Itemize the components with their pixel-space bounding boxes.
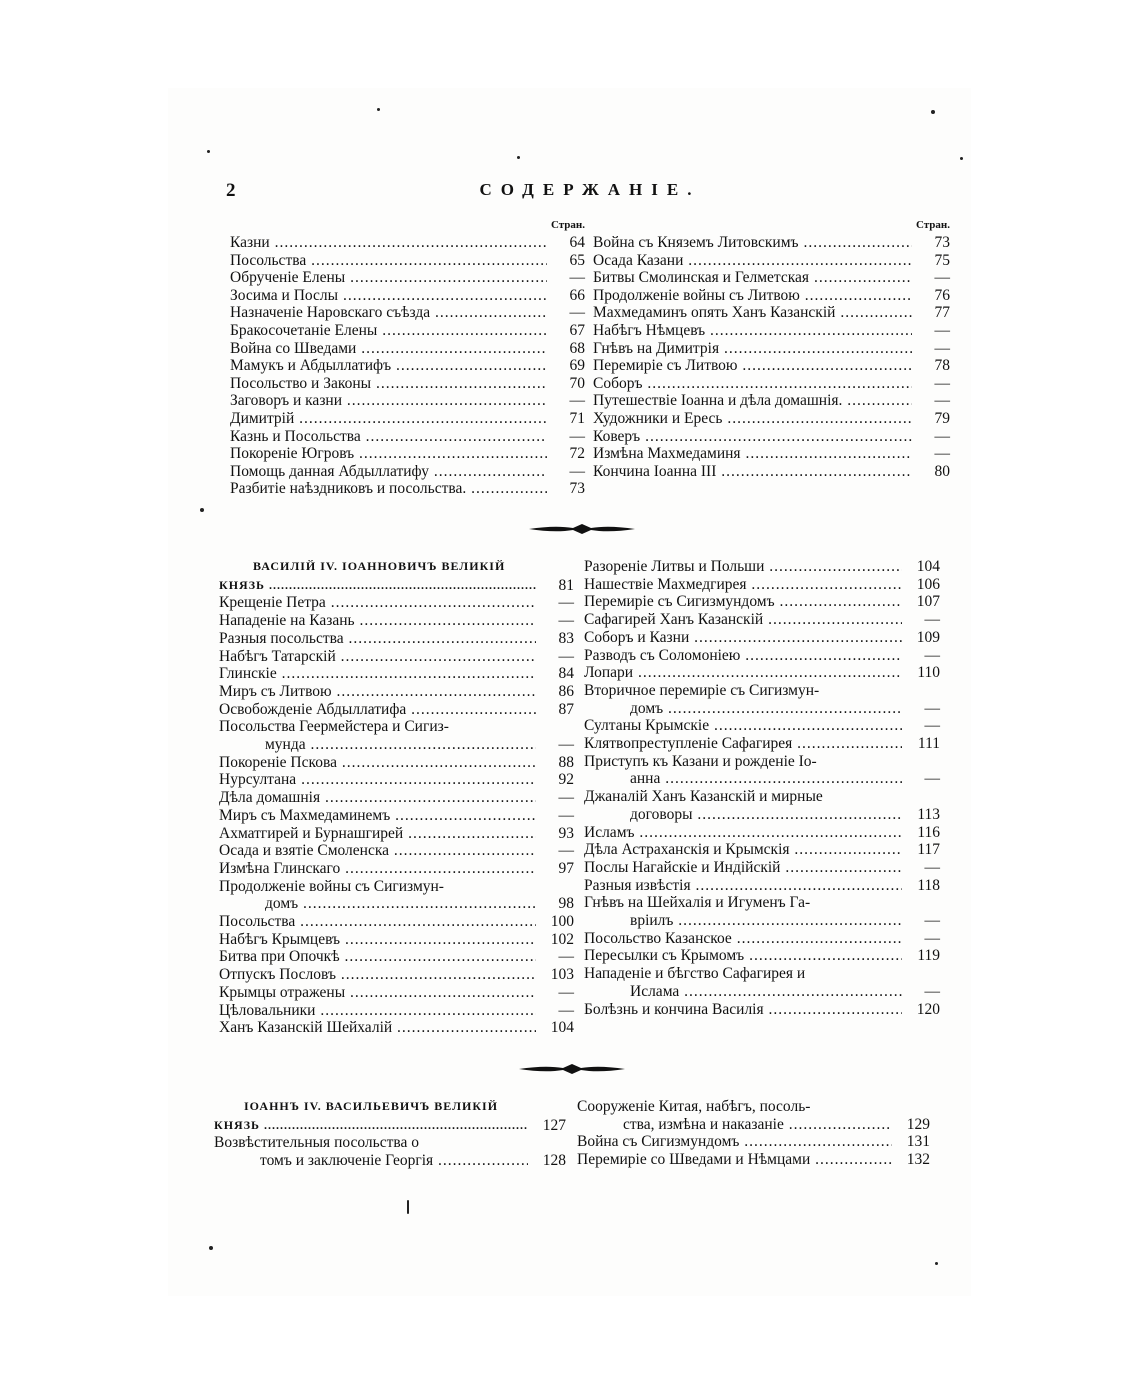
toc-entry-title: Казнь и Посольства ..... <box>230 428 585 445</box>
toc-entry <box>219 771 574 789</box>
toc-entry <box>584 877 940 895</box>
toc-entry-title: Миръ съ Литвою ..... <box>219 683 574 700</box>
toc-entry-page: — <box>547 304 585 322</box>
toc-entry-title: Кончина Іоанна III ..... <box>593 463 950 480</box>
toc-entry-title: домъ ..... <box>630 700 940 717</box>
toc-entry-page: 78 <box>912 357 950 375</box>
toc-entry-title: Лопари ..... <box>584 664 940 681</box>
toc-entry <box>593 304 950 322</box>
toc-entry <box>230 357 585 375</box>
toc-entry-page: 76 <box>912 287 950 305</box>
toc-entry-page: — <box>547 269 585 287</box>
toc-entry-title: Султаны Крымскіе ..... <box>584 717 940 734</box>
toc-section-1-left <box>230 218 585 498</box>
toc-entry <box>584 593 940 611</box>
toc-entry-title-line1: Продолженіе войны съ Сигизмун- <box>219 877 444 895</box>
page-column-header: Стран. <box>915 219 950 231</box>
toc-entry-page: 67 <box>547 322 585 340</box>
toc-entry <box>219 948 574 966</box>
toc-section-2-left <box>219 558 574 1037</box>
toc-entry-title: Разныя посольства ..... <box>219 630 574 647</box>
toc-entry <box>584 558 940 576</box>
toc-entry-page: 97 <box>536 860 574 878</box>
toc-entry-title: Ахматгирей и Бурнашгирей ..... <box>219 825 574 842</box>
toc-entry <box>584 753 940 788</box>
toc-entry <box>230 428 585 446</box>
toc-entry <box>593 340 950 358</box>
toc-entry <box>219 683 574 701</box>
toc-entry-title: Заговоръ и казни ..... <box>230 392 585 409</box>
toc-entry-page: 128 <box>528 1152 566 1170</box>
toc-entry-title: ства, измѣна и наказаніе ..... <box>623 1116 930 1133</box>
toc-entry <box>593 445 950 463</box>
section-heading: ВАСИЛІЙ IV. ІОАННОВИЧЪ ВЕЛИКІЙ <box>253 559 506 573</box>
toc-entry-page: 72 <box>547 445 585 463</box>
toc-entry-title: Дѣла Астраханскія и Крымскія ..... <box>584 841 940 858</box>
toc-entry-title: Нападеніе на Казань ..... <box>219 612 574 629</box>
toc-entry <box>219 648 574 666</box>
page-title: СОДЕРЖАНІЕ. <box>479 180 701 199</box>
toc-list <box>577 1098 930 1168</box>
toc-entry-page: 79 <box>912 410 950 428</box>
speck <box>407 1200 409 1214</box>
toc-entry-page: — <box>902 770 940 788</box>
toc-entry-page: — <box>902 859 940 877</box>
toc-entry <box>584 647 940 665</box>
toc-entry-page: 106 <box>902 576 940 594</box>
toc-entry-title: домъ ..... <box>265 895 574 912</box>
toc-entry <box>214 1134 566 1169</box>
toc-entry <box>584 682 940 717</box>
toc-entry-page: — <box>912 375 950 393</box>
toc-entry <box>593 410 950 428</box>
toc-entry-title: Набѣгъ Татарскій ..... <box>219 648 574 665</box>
toc-entry-page: 104 <box>536 1019 574 1037</box>
toc-entry-title: договоры ..... <box>630 806 940 823</box>
toc-entry <box>584 735 940 753</box>
toc-entry-page: 117 <box>902 841 940 859</box>
toc-entry <box>219 878 574 913</box>
toc-entry-title: Глинскіе ..... <box>219 665 574 682</box>
toc-entry-title: Посольства ..... <box>219 913 574 930</box>
toc-entry-title: Крещеніе Петра ..... <box>219 594 574 611</box>
toc-entry <box>219 789 574 807</box>
toc-entry-page: 109 <box>902 629 940 647</box>
toc-entry <box>584 824 940 842</box>
speck <box>935 1262 938 1265</box>
toc-entry-page: 111 <box>902 735 940 753</box>
toc-entry-title: Покореніе Пскова ..... <box>219 754 574 771</box>
toc-section-1-right <box>593 218 950 480</box>
toc-entry-title: Война съ Сигизмундомъ ..... <box>577 1133 930 1150</box>
toc-entry-title-line1: Посольства Геермейстера и Сигиз- <box>219 718 449 736</box>
toc-entry-title: Нурсултана ..... <box>219 771 574 788</box>
toc-entry-title: Измѣна Глинскаго ..... <box>219 860 574 877</box>
toc-entry-title-line1: Гнѣвъ на Шейхалія и Игуменъ Га- <box>584 894 811 912</box>
toc-entry-page: 102 <box>536 931 574 949</box>
toc-entry <box>230 445 585 463</box>
toc-entry-title: Обрученіе Елены ..... <box>230 269 585 286</box>
toc-entry <box>584 629 940 647</box>
toc-entry-title-line1: Приступъ къ Казани и рожденіе Іо- <box>584 752 817 770</box>
toc-entry-page: 93 <box>536 825 574 843</box>
toc-entry <box>219 754 574 772</box>
toc-entry <box>219 807 574 825</box>
toc-entry-page: — <box>902 912 940 930</box>
toc-section-3-left <box>214 1098 566 1169</box>
speck <box>960 157 963 160</box>
toc-entry-title-line1: Джаналій Ханъ Казанскій и мирные <box>584 788 823 806</box>
toc-entry-title: Соборъ и Казни ..... <box>584 629 940 646</box>
toc-entry-page: — <box>912 428 950 446</box>
toc-entry <box>219 718 574 753</box>
toc-entry-title: Назначеніе Наровскаго съѣзда ..... <box>230 304 585 321</box>
toc-entry-title: Посольство и Законы ..... <box>230 375 585 392</box>
toc-entry-page: — <box>902 700 940 718</box>
toc-entry-page: — <box>912 445 950 463</box>
speck <box>517 156 520 159</box>
toc-entry-title: Зосима и Послы ..... <box>230 287 585 304</box>
toc-entry-page: 73 <box>912 234 950 252</box>
toc-entry-page: — <box>547 392 585 410</box>
toc-entry <box>230 252 585 270</box>
toc-entry <box>593 252 950 270</box>
toc-entry-page: 70 <box>547 375 585 393</box>
toc-entry <box>230 269 585 287</box>
toc-entry-title: Битвы Смолинская и Гелметская ..... <box>593 269 950 286</box>
toc-list <box>584 558 940 1018</box>
toc-entry <box>593 322 950 340</box>
toc-entry-title: Дѣла домашнія ..... <box>219 789 574 806</box>
toc-entry <box>219 913 574 931</box>
toc-section-2-right <box>584 558 940 1018</box>
toc-entry-title: Посольство Казанское ..... <box>584 930 940 947</box>
toc-entry-page: — <box>536 648 574 666</box>
speck <box>377 108 380 111</box>
toc-entry-title: КНЯЗЬ ..... <box>219 578 574 592</box>
speck <box>200 508 204 512</box>
toc-entry-title: Пересылки съ Крымомъ ..... <box>584 947 940 964</box>
toc-entry-page: — <box>536 1002 574 1020</box>
ornament-divider <box>527 522 637 536</box>
toc-entry <box>230 480 585 498</box>
toc-entry <box>584 664 940 682</box>
toc-entry <box>593 463 950 481</box>
toc-entry-page: — <box>536 736 574 754</box>
toc-entry <box>230 463 585 481</box>
toc-entry-page: 116 <box>902 824 940 842</box>
toc-entry <box>593 357 950 375</box>
toc-entry-page: 69 <box>547 357 585 375</box>
toc-entry-title: Казни ..... <box>230 234 585 251</box>
toc-entry-title: Набѣгъ Нѣмцевъ ..... <box>593 322 950 339</box>
toc-entry-title: Болѣзнь и кончина Василія ..... <box>584 1001 940 1018</box>
toc-entry-page: 84 <box>536 665 574 683</box>
toc-entry <box>577 1151 930 1169</box>
toc-entry-title: Осада Казани ..... <box>593 252 950 269</box>
toc-entry-title: анна ..... <box>630 770 940 787</box>
toc-entry <box>219 1019 574 1037</box>
toc-entry-page: 77 <box>912 304 950 322</box>
toc-entry-title-line1: Возвѣстительныя посольства о <box>214 1134 419 1151</box>
toc-entry-page: 65 <box>547 252 585 270</box>
toc-entry-title: Гнѣвъ на Димитрія ..... <box>593 340 950 357</box>
toc-entry <box>593 269 950 287</box>
toc-entry <box>230 410 585 428</box>
speck <box>209 1246 213 1250</box>
toc-entry-page: 127 <box>528 1117 566 1135</box>
toc-entry-page: 129 <box>892 1116 930 1134</box>
toc-entry-page: — <box>912 269 950 287</box>
toc-entry <box>584 611 940 629</box>
toc-entry-title: Набѣгъ Крымцевъ ..... <box>219 931 574 948</box>
toc-entry-title: Соборъ ..... <box>593 375 950 392</box>
toc-entry-title: Клятвопреступленіе Сафагирея ..... <box>584 735 940 752</box>
toc-entry-title: Отпускъ Пословъ ..... <box>219 966 574 983</box>
toc-entry-title: Разводъ съ Соломоніею ..... <box>584 647 940 664</box>
toc-entry-page: — <box>536 612 574 630</box>
toc-entry-title: томъ и заключеніе Георгія ..... <box>260 1152 566 1169</box>
toc-entry <box>577 1098 930 1133</box>
toc-entry-page: — <box>536 842 574 860</box>
toc-entry-title: Битва при Опочкѣ ..... <box>219 948 574 965</box>
toc-entry <box>584 841 940 859</box>
toc-entry-title: Разбитіе наѣздниковъ и посольства. ..... <box>230 480 585 497</box>
toc-entry-page: 66 <box>547 287 585 305</box>
toc-entry <box>230 375 585 393</box>
toc-entry-page: 113 <box>902 806 940 824</box>
toc-entry-title: Художники и Ересь ..... <box>593 410 950 427</box>
toc-entry-title: Война со Шведами ..... <box>230 340 585 357</box>
page-column-header: Стран. <box>550 219 585 231</box>
toc-entry-page: — <box>912 392 950 410</box>
toc-entry-title-line1: Сооруженіе Китая, набѣгъ, посоль- <box>577 1098 811 1115</box>
toc-entry-title: Димитрій ..... <box>230 410 585 427</box>
toc-entry-title: Исламъ ..... <box>584 824 940 841</box>
toc-entry-page: 83 <box>536 630 574 648</box>
toc-entry-page: 86 <box>536 683 574 701</box>
speck <box>931 110 935 114</box>
toc-entry <box>230 234 585 252</box>
toc-entry <box>230 287 585 305</box>
toc-list <box>219 576 574 1037</box>
toc-entry <box>593 392 950 410</box>
toc-entry-page: 64 <box>547 234 585 252</box>
toc-entry <box>230 322 585 340</box>
toc-entry-title: Мамукъ и Абдыллатифъ ..... <box>230 357 585 374</box>
toc-entry <box>584 717 940 735</box>
toc-entry <box>584 859 940 877</box>
toc-entry-title: КНЯЗЬ ..... <box>214 1118 566 1132</box>
toc-entry <box>214 1116 566 1135</box>
toc-entry <box>593 234 950 252</box>
toc-entry-page: — <box>902 717 940 735</box>
toc-entry-page: 73 <box>547 480 585 498</box>
toc-entry-title: Перемиріе съ Литвою ..... <box>593 357 950 374</box>
toc-entry <box>219 860 574 878</box>
toc-entry-page: 87 <box>536 701 574 719</box>
toc-entry-page: — <box>536 948 574 966</box>
toc-entry-page: 107 <box>902 593 940 611</box>
toc-entry-page: 81 <box>536 577 574 595</box>
toc-entry-title: Разореніе Литвы и Польши ..... <box>584 558 940 575</box>
toc-entry-title-line1: Нападеніе и бѣгство Сафагирея и <box>584 965 806 983</box>
toc-entry <box>219 665 574 683</box>
toc-entry-title: Коверъ ..... <box>593 428 950 445</box>
toc-entry-page: 118 <box>902 877 940 895</box>
toc-entry-title: Ислама ..... <box>630 983 940 1000</box>
toc-entry-title: Покореніе Югровъ ..... <box>230 445 585 462</box>
toc-entry-page: 110 <box>902 664 940 682</box>
toc-entry <box>219 931 574 949</box>
toc-entry-title: Махмедаминъ опять Ханъ Казанскій ..... <box>593 304 950 321</box>
toc-entry-title: Бракосочетаніе Елены ..... <box>230 322 585 339</box>
toc-entry-page: 68 <box>547 340 585 358</box>
toc-entry <box>219 984 574 1002</box>
toc-entry-title: вріилъ ..... <box>630 912 940 929</box>
toc-entry <box>219 1002 574 1020</box>
toc-entry <box>584 965 940 1000</box>
toc-entry-title-line1: Вторичное перемиріе съ Сигизмун- <box>584 681 820 699</box>
toc-entry-title: Крымцы отражены ..... <box>219 984 574 1001</box>
ornament-divider <box>517 1062 627 1076</box>
toc-entry-page: 131 <box>892 1133 930 1151</box>
toc-entry-title: Нашествіе Махмедгирея ..... <box>584 576 940 593</box>
toc-entry-page: 71 <box>547 410 585 428</box>
toc-entry <box>219 612 574 630</box>
toc-entry-title: Освобожденіе Абдыллатифа ..... <box>219 701 574 718</box>
toc-entry-page: — <box>547 463 585 481</box>
toc-entry-page: 88 <box>536 754 574 772</box>
toc-entry-title: Помощь данная Абдыллатифу ..... <box>230 463 585 480</box>
toc-entry-title: мунда ..... <box>265 736 574 753</box>
toc-entry <box>219 701 574 719</box>
toc-entry-page: — <box>536 594 574 612</box>
page-number: 2 <box>226 180 236 201</box>
toc-entry <box>584 894 940 929</box>
toc-entry <box>593 375 950 393</box>
toc-entry <box>219 630 574 648</box>
toc-entry <box>584 1001 940 1019</box>
toc-entry-page: — <box>547 428 585 446</box>
toc-entry-page: 80 <box>912 463 950 481</box>
toc-entry-title: Послы Нагайскіе и Индійскій ..... <box>584 859 940 876</box>
toc-entry-page: 75 <box>912 252 950 270</box>
toc-entry-page: 92 <box>536 771 574 789</box>
toc-entry-page: — <box>536 984 574 1002</box>
toc-entry-page: 132 <box>892 1151 930 1169</box>
toc-entry <box>219 576 574 595</box>
toc-entry-title: Осада и взятіе Смоленска ..... <box>219 842 574 859</box>
toc-section-3-right <box>577 1098 930 1168</box>
toc-entry-title: Миръ съ Махмедаминемъ ..... <box>219 807 574 824</box>
toc-entry <box>230 340 585 358</box>
toc-list <box>593 234 950 480</box>
toc-entry-page: 100 <box>536 913 574 931</box>
toc-entry <box>584 947 940 965</box>
toc-entry-page: — <box>902 611 940 629</box>
toc-entry <box>584 930 940 948</box>
toc-entry-page: — <box>912 340 950 358</box>
toc-entry-page: 98 <box>536 895 574 913</box>
toc-entry <box>230 392 585 410</box>
toc-entry-title: Цѣловальники ..... <box>219 1002 574 1019</box>
toc-list <box>230 234 585 498</box>
speck <box>207 150 210 153</box>
toc-entry-page: — <box>912 322 950 340</box>
toc-entry <box>584 576 940 594</box>
toc-entry-page: — <box>902 930 940 948</box>
toc-entry <box>219 594 574 612</box>
toc-entry <box>593 428 950 446</box>
toc-entry <box>577 1133 930 1151</box>
toc-entry <box>230 304 585 322</box>
toc-entry-page: — <box>536 789 574 807</box>
toc-list <box>214 1116 566 1170</box>
toc-entry-title: Перемиріе съ Сигизмундомъ ..... <box>584 593 940 610</box>
toc-entry <box>219 966 574 984</box>
toc-entry-page: 104 <box>902 558 940 576</box>
section-heading: ІОАННЪ IV. ВАСИЛЬЕВИЧЪ ВЕЛИКІЙ <box>244 1099 499 1113</box>
toc-entry-title: Ханъ Казанскій Шейхалій ..... <box>219 1019 574 1036</box>
toc-entry-title: Продолженіе войны съ Литвою ..... <box>593 287 950 304</box>
toc-entry <box>219 825 574 843</box>
toc-entry-title: Перемиріе со Шведами и Нѣмцами ..... <box>577 1151 930 1168</box>
toc-entry <box>593 287 950 305</box>
toc-entry-page: — <box>902 647 940 665</box>
toc-entry-title: Измѣна Махмедаминя ..... <box>593 445 950 462</box>
toc-entry-title: Посольства ..... <box>230 252 585 269</box>
toc-entry-title: Война съ Княземъ Литовскимъ ..... <box>593 234 950 251</box>
toc-entry-page: 103 <box>536 966 574 984</box>
toc-entry-page: — <box>536 807 574 825</box>
toc-entry-title: Сафагирей Ханъ Казанскій ..... <box>584 611 940 628</box>
toc-entry-title: Разныя извѣстія ..... <box>584 877 940 894</box>
toc-entry <box>584 788 940 823</box>
toc-entry-page: 120 <box>902 1001 940 1019</box>
toc-entry-page: — <box>902 983 940 1001</box>
toc-entry-page: 119 <box>902 947 940 965</box>
toc-entry-title: Путешествіе Іоанна и дѣла домашнія. ..... <box>593 392 950 409</box>
toc-entry <box>219 842 574 860</box>
